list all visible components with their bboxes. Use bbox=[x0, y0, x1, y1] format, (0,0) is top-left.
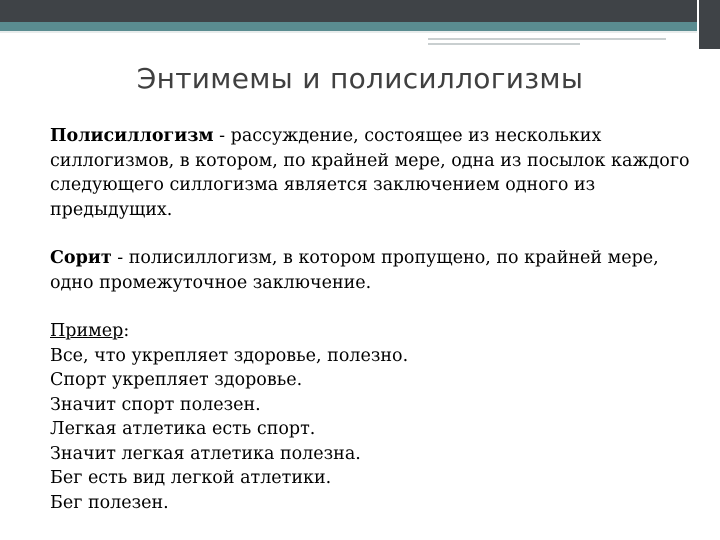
definition-term: Полисиллогизм bbox=[50, 126, 214, 146]
slide-content bbox=[50, 124, 690, 515]
decorative-line-long bbox=[428, 38, 666, 40]
header-teal-band bbox=[0, 22, 720, 31]
example-lines bbox=[50, 344, 690, 516]
header-dark-band bbox=[0, 0, 720, 22]
example-line: Все, что укрепляет здоровье, полезно. bbox=[50, 345, 409, 366]
header-light-line bbox=[0, 31, 720, 33]
definition-sorites bbox=[50, 246, 690, 295]
example-heading bbox=[50, 319, 690, 344]
example-line: Спорт укрепляет здоровье. bbox=[50, 370, 303, 390]
example-line: Значит спорт полезен. bbox=[50, 394, 261, 415]
example-line: Значит легкая атлетика полезна. bbox=[50, 443, 361, 464]
definition-separator: - bbox=[111, 248, 129, 268]
example-heading-label: Пример bbox=[50, 321, 124, 341]
definition-text: полисиллогизм, в котором пропущено, по крайней мере, одно промежуточное заключение. bbox=[50, 248, 659, 293]
example-heading-colon: : bbox=[123, 321, 130, 341]
decorative-line-short bbox=[428, 43, 580, 45]
corner-dark-block bbox=[699, 0, 720, 49]
example-line: Бег полезен. bbox=[50, 492, 169, 513]
definition-text: рассуждение, состоящее из нескольких силлогизмов, в котором, по крайней мере, одна из посылок каждого следующего силлогизма является заключением одного из предыдущих. bbox=[50, 126, 690, 220]
definition-term: Сорит bbox=[50, 248, 112, 268]
example-line: Бег есть вид легкой атлетики. bbox=[50, 468, 332, 488]
example-line: Легкая атлетика есть спорт. bbox=[50, 419, 316, 439]
definition-polysyllogism bbox=[50, 124, 690, 222]
slide-title: Энтимемы и полисиллогизмы bbox=[136, 62, 584, 95]
definition-separator: - bbox=[213, 126, 231, 146]
